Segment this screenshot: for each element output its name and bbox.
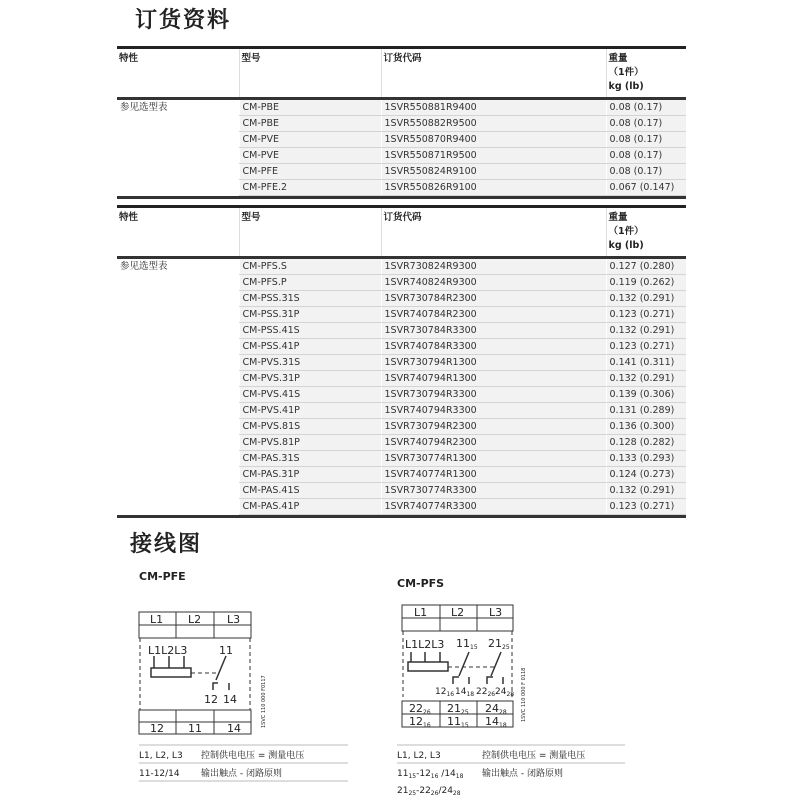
terminal-subscript: 18 xyxy=(466,691,475,698)
model-cell: CM-PAS.41S xyxy=(239,483,381,499)
model-cell: CM-PFS.S xyxy=(239,258,381,275)
terminal-subscript: 26 xyxy=(423,709,431,716)
pfs-contact-21-25 xyxy=(488,637,510,651)
weight-cell: 0.08 (0.17) xyxy=(606,99,686,116)
pfs-terminal-22-26 xyxy=(409,702,431,716)
pfs-inner-supply: L1L2L3 xyxy=(405,638,445,651)
terminal-number: 24 xyxy=(495,687,507,697)
code-cell: 1SVR740774R1300 xyxy=(381,467,606,483)
pfs-contact-14-18 xyxy=(455,687,474,698)
pfs-legend-value: 控制供电电压 = 测量电压 xyxy=(482,751,586,761)
model-cell: CM-PBE xyxy=(239,99,381,116)
pfe-terminal-l3: L3 xyxy=(227,613,241,626)
pfe-terminal-12: 12 xyxy=(150,722,164,735)
model-cell: CM-PSS.31P xyxy=(239,307,381,323)
code-cell: 1SVR730784R2300 xyxy=(381,291,606,307)
code-cell: 1SVR730794R3300 xyxy=(381,387,606,403)
legend-subscript: 26 xyxy=(430,790,439,797)
code-cell: 1SVR740824R9300 xyxy=(381,275,606,291)
code-cell: 1SVR740794R1300 xyxy=(381,371,606,387)
terminal-number: 21 xyxy=(488,637,502,650)
pfe-terminal-l1: L1 xyxy=(150,613,164,626)
terminal-subscript: 25 xyxy=(461,709,469,716)
model-cell: CM-PFE.2 xyxy=(239,180,381,196)
header-feature: 特性 xyxy=(117,208,239,258)
terminal-number: 22 xyxy=(476,687,488,697)
pfs-contact-12-16 xyxy=(435,687,454,698)
pfs-terminal-l2: L2 xyxy=(451,606,465,619)
model-cell: CM-PFS.P xyxy=(239,275,381,291)
terminal-number: 14 xyxy=(455,687,467,697)
legend-number: /14 xyxy=(438,769,456,779)
pfe-contact-14: 14 xyxy=(223,693,237,706)
legend-number: 21 xyxy=(397,786,409,796)
weight-cell: 0.133 (0.293) xyxy=(606,451,686,467)
header-feature: 特性 xyxy=(117,49,239,99)
weight-cell: 0.08 (0.17) xyxy=(606,164,686,180)
weight-label: 重量 xyxy=(608,212,628,223)
model-cell: CM-PBE xyxy=(239,116,381,132)
terminal-subscript: 16 xyxy=(446,691,455,698)
code-cell: 1SVR740784R2300 xyxy=(381,307,606,323)
weight-cell: 0.067 (0.147) xyxy=(606,180,686,196)
model-cell: CM-PFE xyxy=(239,164,381,180)
weight-cell: 0.131 (0.289) xyxy=(606,403,686,419)
terminal-number: 12 xyxy=(435,687,447,697)
terminal-number: 12 xyxy=(409,715,423,728)
weight-cell: 0.132 (0.291) xyxy=(606,323,686,339)
code-cell: 1SVR550881R9400 xyxy=(381,99,606,116)
model-cell: CM-PVS.31P xyxy=(239,371,381,387)
pfs-terminal-12-16 xyxy=(409,715,431,729)
model-cell: CM-PAS.41P xyxy=(239,499,381,515)
code-cell: 1SVR730784R3300 xyxy=(381,323,606,339)
pfs-terminal-21-25 xyxy=(447,702,469,716)
model-cell: CM-PVE xyxy=(239,148,381,164)
pfs-diagram xyxy=(397,605,625,763)
weight-cell: 0.141 (0.311) xyxy=(606,355,686,371)
weight-cell: 0.123 (0.271) xyxy=(606,339,686,355)
model-cell: CM-PSS.41S xyxy=(239,323,381,339)
weight-unit-count: （1件） xyxy=(608,67,644,78)
legend-subscript: 28 xyxy=(452,790,461,797)
terminal-subscript: 25 xyxy=(502,644,510,651)
code-cell: 1SVR740784R3300 xyxy=(381,339,606,355)
code-cell: 1SVR740794R3300 xyxy=(381,403,606,419)
ordering-title: 订货资料 xyxy=(135,8,232,33)
pfs-contact-24-28 xyxy=(495,687,514,698)
terminal-number: 11 xyxy=(447,715,461,728)
pfe-drawing-code: 1SVC 110 000 F0117 xyxy=(261,675,267,728)
terminal-subscript: 28 xyxy=(499,709,507,716)
model-cell: CM-PSS.41P xyxy=(239,339,381,355)
pfs-terminal-24-28 xyxy=(485,702,507,716)
pfs-contact-11-15 xyxy=(456,637,478,651)
code-cell: 1SVR730794R1300 xyxy=(381,355,606,371)
weight-unit: kg (lb) xyxy=(608,81,644,92)
weight-cell: 0.139 (0.306) xyxy=(606,387,686,403)
terminal-subscript: 15 xyxy=(470,644,478,651)
pfs-contact-22-26 xyxy=(476,687,495,698)
terminal-subscript: 28 xyxy=(506,691,515,698)
pfs-legend-key xyxy=(397,786,461,797)
terminal-subscript: 15 xyxy=(461,722,469,729)
model-cell: CM-PVS.41P xyxy=(239,403,381,419)
pfe-terminal-l2: L2 xyxy=(188,613,202,626)
code-cell: 1SVR740794R2300 xyxy=(381,435,606,451)
pfe-legend-value: 输出触点 - 闭路原则 xyxy=(201,769,282,779)
pfe-title: CM-PFE xyxy=(139,570,186,583)
code-cell: 1SVR550824R9100 xyxy=(381,164,606,180)
model-cell: CM-PAS.31S xyxy=(239,451,381,467)
weight-label: 重量 xyxy=(608,53,628,64)
code-cell: 1SVR730774R1300 xyxy=(381,451,606,467)
weight-cell: 0.136 (0.300) xyxy=(606,419,686,435)
pfs-terminal-11-15 xyxy=(447,715,469,729)
pfe-terminal-14: 14 xyxy=(227,722,241,735)
pfs-terminal-l3: L3 xyxy=(489,606,503,619)
weight-cell: 0.132 (0.291) xyxy=(606,291,686,307)
weight-cell: 0.123 (0.271) xyxy=(606,499,686,515)
model-cell: CM-PVS.31S xyxy=(239,355,381,371)
code-cell: 1SVR550826R9100 xyxy=(381,180,606,196)
legend-subscript: 15 xyxy=(408,773,417,780)
code-cell: 1SVR550870R9400 xyxy=(381,132,606,148)
pfs-terminal-l1: L1 xyxy=(414,606,428,619)
weight-cell: 0.128 (0.282) xyxy=(606,435,686,451)
weight-cell: 0.127 (0.280) xyxy=(606,258,686,275)
pfs-legend-key: L1, L2, L3 xyxy=(397,751,441,761)
header-model: 型号 xyxy=(239,208,381,258)
legend-number: -22 xyxy=(416,786,431,796)
pfs-legend-key xyxy=(397,769,464,780)
model-cell: CM-PVE xyxy=(239,132,381,148)
model-cell: CM-PVS.41S xyxy=(239,387,381,403)
code-cell: 1SVR730774R3300 xyxy=(381,483,606,499)
model-cell: CM-PVS.81P xyxy=(239,435,381,451)
code-cell: 1SVR730824R9300 xyxy=(381,258,606,275)
terminal-subscript: 16 xyxy=(423,722,431,729)
pfe-terminal-11: 11 xyxy=(188,722,202,735)
feature-cell: 参见选型表 xyxy=(120,261,168,272)
legend-number: /24 xyxy=(438,786,453,796)
legend-subscript: 16 xyxy=(430,773,439,780)
legend-number: -12 xyxy=(416,769,431,779)
pfe-legend-value: 控制供电电压 = 测量电压 xyxy=(201,751,305,761)
code-cell: 1SVR740774R3300 xyxy=(381,499,606,515)
header-code: 订货代码 xyxy=(381,49,606,99)
model-cell: CM-PAS.31P xyxy=(239,467,381,483)
pfe-legend-key: 11-12/14 xyxy=(139,769,180,779)
legend-number: 11 xyxy=(397,769,409,779)
weight-cell: 0.08 (0.17) xyxy=(606,132,686,148)
pfs-legend-contact-keys xyxy=(397,769,464,797)
terminal-subscript: 18 xyxy=(499,722,507,729)
weight-cell: 0.132 (0.291) xyxy=(606,371,686,387)
weight-cell: 0.08 (0.17) xyxy=(606,116,686,132)
header-code: 订货代码 xyxy=(381,208,606,258)
terminal-number: 21 xyxy=(447,702,461,715)
legend-subscript: 25 xyxy=(408,790,417,797)
weight-cell: 0.132 (0.291) xyxy=(606,483,686,499)
code-cell: 1SVR550882R9500 xyxy=(381,116,606,132)
code-cell: 1SVR550871R9500 xyxy=(381,148,606,164)
pfs-legend-value: 输出触点 - 闭路原则 xyxy=(482,769,563,779)
pfe-contact-11: 11 xyxy=(219,644,233,657)
pfe-inner-supply: L1L2L3 xyxy=(148,644,188,657)
terminal-number: 24 xyxy=(485,702,499,715)
weight-unit: kg (lb) xyxy=(608,240,644,251)
model-cell: CM-PVS.81S xyxy=(239,419,381,435)
header-model: 型号 xyxy=(239,49,381,99)
terminal-number: 11 xyxy=(456,637,470,650)
terminal-number: 14 xyxy=(485,715,499,728)
legend-subscript: 18 xyxy=(455,773,464,780)
pfs-title: CM-PFS xyxy=(397,577,445,590)
weight-cell: 0.119 (0.262) xyxy=(606,275,686,291)
pfs-terminal-14-18 xyxy=(485,715,507,729)
weight-cell: 0.123 (0.271) xyxy=(606,307,686,323)
terminal-subscript: 26 xyxy=(487,691,496,698)
pfe-legend-key: L1, L2, L3 xyxy=(139,751,183,761)
pfs-drawing-code: 1SVC 110 000 F 0118 xyxy=(521,667,527,722)
feature-cell: 参见选型表 xyxy=(120,102,168,113)
terminal-number: 22 xyxy=(409,702,423,715)
wiring-title: 接线图 xyxy=(130,532,203,557)
weight-unit-count: （1件） xyxy=(608,226,644,237)
weight-cell: 0.124 (0.273) xyxy=(606,467,686,483)
model-cell: CM-PSS.31S xyxy=(239,291,381,307)
code-cell: 1SVR730794R2300 xyxy=(381,419,606,435)
weight-cell: 0.08 (0.17) xyxy=(606,148,686,164)
pfe-contact-12: 12 xyxy=(204,693,218,706)
